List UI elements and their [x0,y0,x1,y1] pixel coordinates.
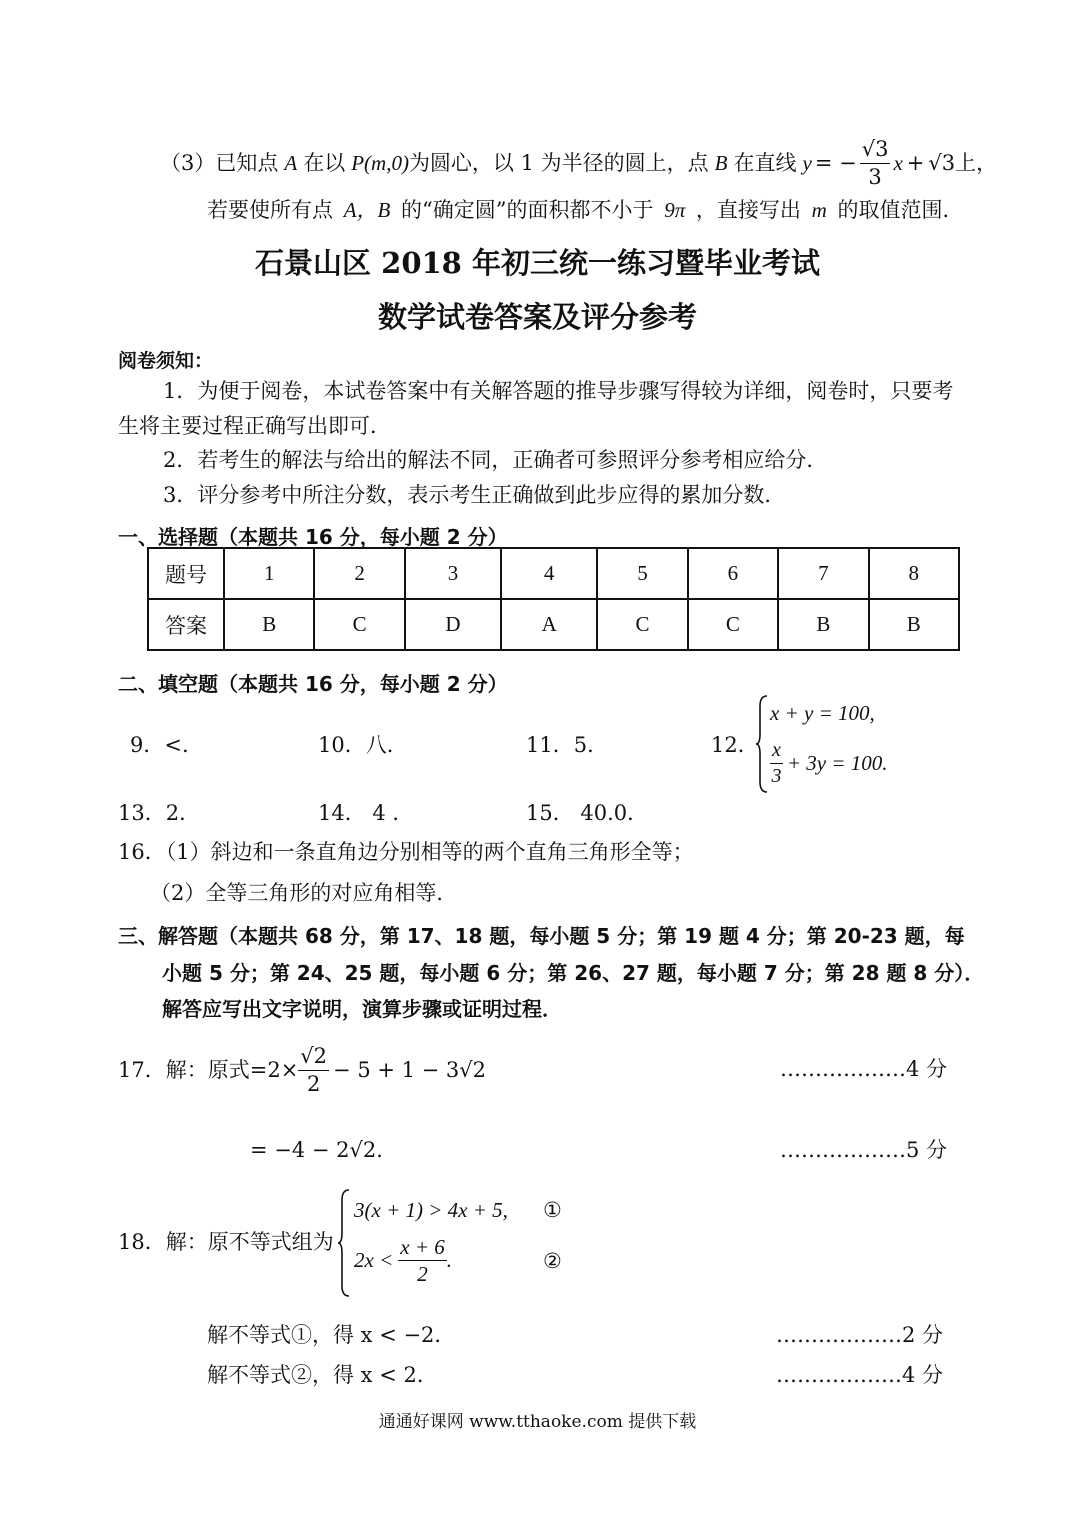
q18-label: 18．解：原不等式组为 [118,1230,334,1254]
answer-12-frac-den: 3 [771,765,782,787]
section1-heading: 一、选择题（本题共 16 分，每小题 2 分） [118,525,508,549]
q3-text1: 在以 [303,150,346,175]
q18-ineq2 [354,1236,452,1285]
q3-point-p: P [351,150,365,175]
q3-pm: (m,0) [364,150,409,175]
q3-line2c: ，直接写出 [695,198,801,222]
answer-12-brace [755,694,769,794]
q18-ineq2-den: 2 [417,1262,428,1287]
q3-frac-num: √3 [860,138,891,163]
q3-sqrt3b: √3 [928,150,956,175]
q17-frac-num: √2 [298,1045,329,1070]
q3-line2-ab: A，B [343,198,391,222]
table-cell: C [314,599,404,650]
q18-ineq2-left: 2x < [354,1248,394,1273]
table-cell: D [405,599,501,650]
page-title: 石景山区 2018 年初三统一练习暨毕业考试 [255,246,820,280]
q3-line2b: 的“确定圆”的面积都不小于 [401,198,654,222]
table-cell: 2 [314,548,404,599]
table-cell: C [688,599,778,650]
q18-solution2: 解不等式②，得 x < 2． [207,1363,438,1387]
q3-text2: 为圆心，以 1 为半径的圆上，点 [408,150,709,175]
q18-score1: ………………2 分 [776,1323,944,1347]
q18-ineq2-frac [398,1236,447,1285]
notice-item-3: 3．评分参考中所注分数，表示考生正确做到此步应得的累加分数． [163,483,786,507]
q17-label: 17．解：原式= [118,1057,268,1082]
answer-12-eq1: x + y = 100, [770,701,875,725]
answer-14: 14． 4 ． [318,801,414,825]
q3-line2 [207,200,963,221]
answer-12-label: 12． [711,733,759,757]
table-cell: 5 [597,548,687,599]
q18-ineq2-end: . [446,1248,452,1273]
table-cell: B [224,599,314,650]
q18-mark2: ② [543,1249,562,1273]
table-header-answer: 答案 [148,599,224,650]
answer-11: 11．5． [526,733,609,757]
table-cell: 6 [688,548,778,599]
table-cell: C [597,599,687,650]
table-row-numbers [148,548,959,599]
q3-eq: = − [814,150,857,175]
section3-heading-line3: 解答应写出文字说明，演算步骤或证明过程． [162,997,562,1021]
answer-12-frac-num: x [770,740,783,764]
q3-ninepi: 9π [664,198,686,222]
table-row-answers [148,599,959,650]
table-cell: B [869,599,959,650]
answer-12-frac [770,740,783,787]
q3-fraction [860,138,891,187]
table-cell: 3 [405,548,501,599]
q17-score1: ………………4 分 [780,1057,948,1081]
q3-x: x [893,150,903,175]
page-footer: 通通好课网 www.tthaoke.com 提供下载 [378,1412,697,1432]
q18-score2: ………………4 分 [776,1363,944,1387]
q17-line1 [118,1040,486,1100]
q17-line2-sqrt: √2 [349,1138,377,1162]
q3-frac-den: 3 [868,164,882,189]
table-cell: 1 [224,548,314,599]
q3-label: （3）已知点 [160,150,279,175]
q3-text3: 在直线 [733,150,797,175]
table-cell: 4 [501,548,597,599]
q3-m: m [811,198,827,222]
answer-16a: 16．（1）斜边和一条直角边分别相等的两个直角三角形全等； [118,840,694,864]
answer-13: 13．2． [118,801,201,825]
answer-12-eq2-rest: + 3y = 100. [786,751,888,775]
notice-item-1b: 生将主要过程正确写出即可． [118,414,391,438]
table-cell: B [778,599,868,650]
q3-point-b: B [714,150,728,175]
q18-brace [337,1188,351,1298]
q3-tail: 上， [955,150,998,175]
table-cell: 7 [778,548,868,599]
notice-heading: 阅卷须知： [118,350,214,372]
q3-plus: + [906,150,925,175]
q3-line1 [160,137,998,189]
q3-y: y [802,150,812,175]
q17-score2: ………………5 分 [780,1138,948,1162]
q3-line2d: 的取值范围． [837,198,964,222]
q17-sqrt2: √2 [459,1057,487,1082]
answer-9: 9．<. [130,733,189,757]
q3-line2a: 若要使所有点 [207,198,333,222]
table-header-number: 题号 [148,548,224,599]
q17-coef: 2× [267,1057,299,1082]
table-cell: 8 [869,548,959,599]
q18-solution1: 解不等式①，得 x < −2． [207,1323,456,1347]
page-subtitle: 数学试卷答案及评分参考 [377,300,697,334]
answer-16b: （2）全等三角形的对应角相等． [150,881,458,905]
q18-ineq2-num: x + 6 [398,1236,447,1261]
q18-ineq1: 3(x + 1) > 4x + 5, [354,1198,508,1222]
answer-12-eq2 [770,740,888,787]
answer-table [147,547,960,651]
table-cell: A [501,599,597,650]
q17-rest: − 5 + 1 − 3 [333,1057,460,1082]
q17-line2-expr: = −4 − 2 [250,1138,350,1162]
q17-line2 [250,1140,383,1161]
q18-mark1: ① [543,1198,562,1222]
q17-frac-den: 2 [306,1071,321,1096]
section3-heading-line2: 小题 5 分；第 24、25 题，每小题 6 分；第 26、27 题，每小题 7 分；第 28 题 8 分）． [162,961,985,985]
section2-heading: 二、填空题（本题共 16 分，每小题 2 分） [118,672,508,696]
q3-point-a: A [284,150,298,175]
q17-line2-end: . [376,1138,383,1162]
section3-heading-line1: 三、解答题（本题共 68 分，第 17、18 题，每小题 5 分；第 19 题 4 分；第 20-23 题，每 [118,924,965,948]
notice-item-1a: 1．为便于阅卷，本试卷答案中有关解答题的推导步骤写得较为详细，阅卷时，只要考 [163,379,954,403]
answer-10: 10．八． [318,733,408,757]
q17-fraction [298,1045,329,1094]
notice-item-2: 2．若考生的解法与给出的解法不同，正确者可参照评分参考相应给分． [163,448,828,472]
answer-15: 15． 40.0． [526,801,649,825]
